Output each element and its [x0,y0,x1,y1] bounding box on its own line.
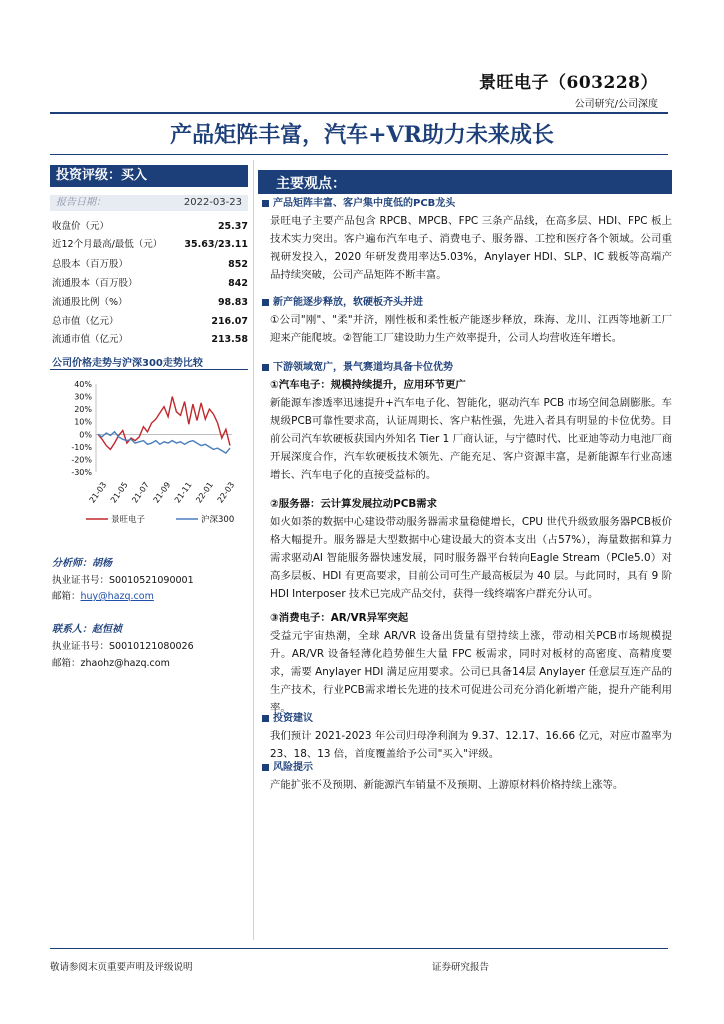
y-tick-label: -10% [71,442,92,452]
contact-cert-row [52,638,248,655]
analyst-email-label: 邮箱： [52,591,81,602]
contact-email-row [52,655,248,672]
stat-row [52,218,248,236]
analyst-title: 分析师：胡杨 [52,558,112,569]
bullet-heading [262,360,672,376]
y-tick-label: 0% [79,430,92,440]
square-bullet-icon [262,364,269,371]
stat-value: 213.58 [211,334,248,345]
footer-disclaimer: 敬请参阅末页重要声明及评级说明 [50,962,193,973]
square-bullet-icon [262,299,269,306]
bullet-heading-text: 风险提示 [273,762,313,773]
square-bullet-icon [262,715,269,722]
stat-value: 842 [228,278,248,289]
y-tick-label: 20% [74,405,92,415]
analyst-cert-label: 执业证书号： [52,575,110,586]
x-tick-label: 22-01 [194,480,215,505]
company-name: 景旺电子（603228） [479,73,658,93]
y-tick-label: -20% [71,455,92,465]
contact-email: zhaohz@hazq.com [80,658,170,669]
bullet-paragraph: 我们预计 2021-2023 年公司归母净利润为 9.37、12.17、16.66 亿元，对应市盈率为 23、18、13 倍，首度覆盖给予公司"买入"评级。 [270,730,672,760]
y-tick-label: -30% [71,468,92,477]
report-date-value: 2022-03-23 [183,197,242,208]
title-divider [50,154,668,155]
y-tick-label: 40% [74,380,92,389]
analyst-cert: S0010521090001 [109,575,194,586]
x-tick-label: 22-03 [215,480,237,505]
square-bullet-icon [262,200,269,207]
stat-label: 流通股比例（%） [52,297,128,308]
y-tick-label: 10% [74,417,92,427]
analyst-email-link[interactable]: huy@hazq.com [80,591,154,602]
legend-label: 景旺电子 [111,515,146,525]
stat-label: 流通股本（百万股） [52,278,138,289]
stat-row [52,236,248,254]
y-tick-label: 30% [74,392,92,402]
footer-divider [50,948,668,949]
contact-cert-label: 执业证书号： [52,641,110,652]
square-bullet-icon [262,764,269,771]
contact-cert: S0010121080026 [109,641,194,652]
x-tick-label: 21-07 [130,480,151,505]
stat-value: 35.63/23.11 [184,239,248,250]
analyst-email-row [52,588,248,605]
bullet-heading [262,711,672,727]
report-date-label: 报告日期： [56,197,106,208]
stat-label: 流通市值（亿元） [52,334,129,345]
main-heading-bar [258,170,672,194]
paragraph: 新能源车渗透率迅速提升+汽车电子化、智能化，驱动汽车 PCB 市场空间急剧膨胀。车规级PCB可靠性要求高，认证周期长、客户粘性强，先进入者具有明显的卡位优势。目前公司汽车软硬板获国内外知名 Tier 1 厂商认证，与宁德时代、比亚迪等动力电池厂商开展深度合作，汽车软硬板技术领先、产能充足、客户资源丰富，是新能源车行业高速增长、汽车电子化的直接受益标的。 [270,397,672,481]
bullet-heading [262,196,672,212]
stat-row [52,275,248,293]
bullet-heading-text: 新产能逐步释放，软硬板齐头并进 [273,297,423,308]
chart-section-title: 公司价格走势与沪深300走势比较 [50,354,248,370]
stat-value: 98.83 [217,297,248,308]
page-title: 产品矩阵丰富，汽车+VR助力未来成长 [170,122,554,148]
stat-label: 总市值（亿元） [52,316,119,327]
bullet-heading-text: 产品矩阵丰富、客户集中度低的PCB龙头 [273,198,456,209]
contact-title: 联系人：赵恒祯 [52,624,122,635]
sub-heading: ①汽车电子：规模持续提升，应用环节更广 [270,379,466,391]
legend-label: 沪深300 [201,515,235,525]
x-tick-label: 21-05 [108,480,130,505]
stat-label: 总股本（百万股） [52,259,129,270]
paragraph: 受益元宇宙热潮，全球 AR/VR 设备出货量有望持续上涨，带动相关PCB市场规模提升。AR/VR 设备轻薄化趋势催生大量 FPC 板需求，同时对板材的高密度、高精度要求，需要 Anylayer HDI 满足应用要求。公司已具备14层 Anylayer 任意层互连产品的生产技术，行业PCB需求增长先进的技术可促进公司充分消化新增产能，提升产能利用率。 [270,630,672,714]
contact-email-label: 邮箱： [52,658,81,669]
column-divider [253,160,254,940]
x-tick-label: 21-09 [151,480,173,505]
x-tick-label: 21-03 [87,480,109,505]
bullet-heading [262,760,672,776]
sub-heading: ③消费电子：AR/VR异军突起 [270,612,409,624]
bullet-paragraph: ①公司"刚"、"柔"并济，刚性板和柔性板产能逐步释放，珠海、龙川、江西等地新工厂迎来产能爬坡。②智能工厂建设助力生产效率提升，公司人均营收连年增长。 [270,314,672,344]
bullet-paragraph: 景旺电子主要产品包含 RPCB、MPCB、FPC 三条产品线，在高多层、HDI、FPC 板上技术实力突出。客户遍布汽车电子、消费电子、服务器、工控和医疗各个领域。公司重视研发投入，2020 年研发费用率达5.03%，Anylayer HDI、SLP、IC 载板等高端产品持续突破，公司产品矩阵不断丰富。 [270,215,672,281]
stat-label: 近12个月最高/最低（元） [52,239,163,250]
x-tick-label: 21-11 [172,480,194,505]
stat-value: 852 [228,259,248,270]
analyst-cert-row [52,572,248,589]
main-heading: 主要观点： [276,176,346,192]
stat-value: 25.37 [217,221,248,232]
stat-label: 收盘价（元） [52,221,110,232]
paragraph: 如火如荼的数据中心建设带动服务器需求量稳健增长，CPU 世代升级致服务器PCB板价格大幅提升。服务器是大型数据中心建设最大的资本支出（占57%），海量数据和算力需求驱动AI 智能服务器快速发展，同时服务器平台转向Eagle Stream（PCIe5.0）对高多层板、HDI 有更高要求，目前公司可生产最高板层为 40 层。与此同时，具有 9 阶 HDI Interposer 技术已完成产品交付，获得一线终端客户群充分认可。 [270,516,672,600]
bullet-heading-text: 下游领域宽广，景气赛道均具备卡位优势 [273,362,453,373]
header-divider [50,112,668,114]
footer-report-label: 证券研究报告 [432,962,490,973]
bullet-heading [262,295,672,311]
report-type: 公司研究/公司深度 [574,99,658,110]
price-chart [52,372,248,532]
stat-row [52,331,248,349]
stat-row [52,256,248,274]
stat-value: 216.07 [211,316,248,327]
bullet-paragraph: 产能扩张不及预期、新能源汽车销量不及预期、上游原材料价格持续上涨等。 [270,779,624,791]
rating-banner: 投资评级：买入 [50,165,248,187]
stat-row [52,313,248,331]
sub-heading: ②服务器：云计算发展拉动PCB需求 [270,498,438,510]
report-date-row [50,195,248,211]
price-chart-svg [52,372,248,532]
series-line [98,432,230,453]
bullet-heading-text: 投资建议 [273,713,313,724]
stat-row [52,294,248,312]
